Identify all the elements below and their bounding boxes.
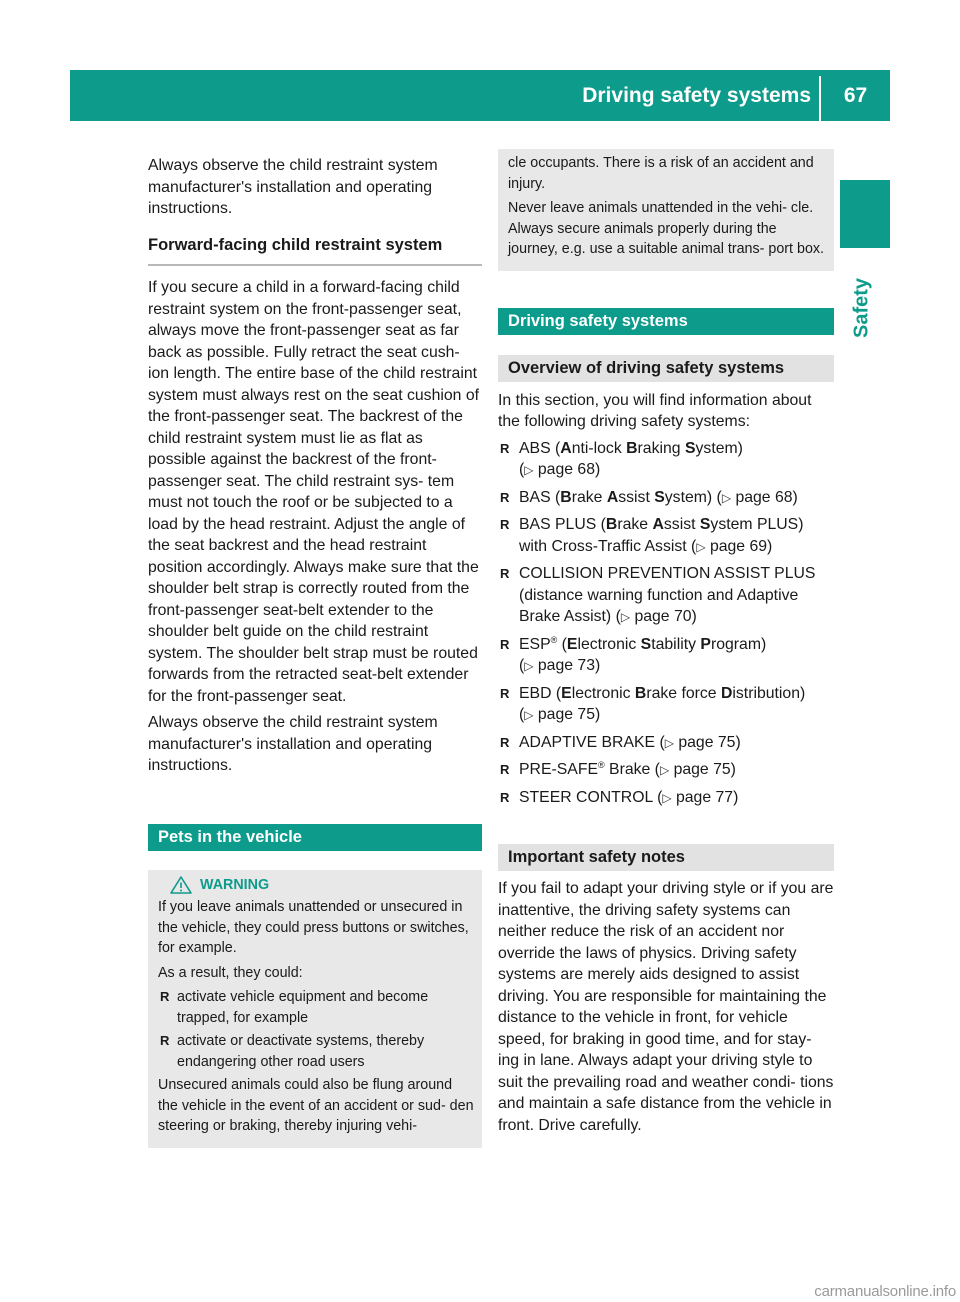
bullet-icon: R: [160, 1033, 170, 1048]
warning-paragraph: If you leave animals unattended or unsecured in the vehicle, they could press buttons or switches, for example.: [158, 899, 469, 956]
list-item-adaptive-brake: R ADAPTIVE BRAKE (▷ page 75): [498, 732, 834, 755]
page-ref-icon: ▷: [659, 763, 670, 777]
bullet-icon: R: [500, 789, 510, 805]
warning-continued-paragraph-2: Never leave animals unattended in the vehi- cle. Always secure animals properly during the journey, e.g. use a suitable animal trans- port box.: [508, 200, 825, 257]
page-header: [70, 70, 890, 121]
bullet-icon: R: [500, 566, 510, 581]
page-ref-icon: ▷: [524, 463, 534, 477]
right-column: [498, 155, 834, 1141]
page-ref-icon: ▷: [696, 539, 706, 554]
page-ref-icon: ▷: [721, 490, 732, 505]
bullet-icon: R: [160, 989, 170, 1004]
page-ref-link[interactable]: page 77): [675, 788, 739, 806]
bullet-icon: R: [500, 440, 510, 456]
page-ref-icon: ▷: [620, 610, 631, 624]
list-item-bas: R BAS (Brake Assist System) (▷ page 68): [498, 487, 834, 510]
page-ref-link[interactable]: page 68): [537, 461, 601, 478]
page-number: 67: [843, 84, 868, 107]
list-item-abs: R ABS (Anti-lock Braking System) (▷ page 68): [500, 439, 743, 478]
list-item-bas-plus: R BAS PLUS (Brake Assist System PLUS) with Cross-Traffic Assist (▷ page 69): [500, 516, 804, 555]
warning-paragraph-3: Unsecured animals could also be flung around the vehicle in the event of an accident or sud- den steering or braking, thereby injuring vehi-: [158, 1077, 474, 1134]
page-ref-icon: ▷: [662, 790, 672, 805]
bullet-icon: R: [500, 636, 510, 652]
list-item-steer-control: R STEER CONTROL (▷ page 77): [498, 787, 834, 810]
page-ref-link[interactable]: page 73): [537, 657, 601, 674]
list-item-ebd: R EBD (Electronic Brake force Distribution) (▷ page 75): [500, 684, 806, 723]
page-ref-link[interactable]: page 75): [678, 733, 741, 751]
driving-safety-section-heading: Driving safety systems: [498, 308, 834, 335]
list-item-pre-safe: R PRE-SAFE® Brake (▷ page 75): [498, 759, 834, 782]
warning-continued-paragraph: cle occupants. There is a risk of an accident and injury.: [508, 155, 814, 192]
page-ref-icon: ▷: [664, 735, 674, 750]
important-notes-paragraph: If you fail to adapt your driving style or if you are inattentive, the driving safety systems can neither reduce the risk of an accident nor override the laws of physics. Driving safety systems are merely aids designed to assist driving. You are responsible for maintaining the distance to the vehicle in front, for vehicle speed, for braking in good time, and for stay- ing in lane. Always adapt your driving style to suit the prevailing road and weather condi- tions and maintain a safe distance from the vehicle in front. Drive carefully.: [498, 880, 834, 1134]
important-notes-heading: Important safety notes: [498, 844, 834, 871]
section-tab-marker: [840, 180, 890, 248]
forward-facing-paragraph-2: Always observe the child restraint system manufacturer's installation and operating instructions.: [148, 714, 438, 774]
overview-heading: Overview of driving safety systems: [498, 355, 834, 382]
list-item: R activate or deactivate systems, thereby endangering other road users: [160, 1033, 425, 1070]
warning-title-text: WARNING: [200, 876, 270, 893]
bullet-icon: R: [500, 489, 510, 505]
list-item-esp: R ESP® (Electronic Stability Program) (▷ page 73): [500, 634, 767, 674]
list-item-collision-prevention: R COLLISION PREVENTION ASSIST PLUS (distance warning function and Adaptive Brake Assist) (▷ page 70): [500, 565, 816, 625]
bullet-icon: R: [500, 762, 510, 777]
systems-list: [498, 438, 834, 810]
warning-triangle-icon: [170, 876, 192, 894]
forward-facing-paragraph: If you secure a child in a forward-facing child restraint system on the front-passenger seat, always move the front-passenger seat as far back as possible. Fully retract the seat cush- ion length. The entire base of the child restraint system must always rest on the seat cushion of the front-passenger seat. The backrest of the child restraint system must lie as flat as possible against the backrest of the front-passenger seat. The child restraint sys- tem must not touch the roof or be subjected to a load by the head restraint. Adjust the angle of the seat backrest and the head restraint position accordingly. Always make sure that the shoulder belt strap is correctly routed from the front-passenger seat-belt extender to the shoulder belt guide on the child restraint system. The shoulder belt strap must be routed forwards from the retracted seat-belt extender for the front-passenger seat.: [148, 279, 480, 705]
list-item: R activate vehicle equipment and become trapped, for example: [160, 989, 429, 1026]
warning-box: [148, 870, 482, 1148]
overview-intro: In this section, you will find information about the following driving safety systems:: [498, 391, 812, 430]
page-ref-icon: ▷: [524, 659, 534, 673]
warning-title: [158, 875, 474, 896]
bullet-icon: R: [500, 517, 510, 532]
pets-section-heading: Pets in the vehicle: [148, 824, 482, 851]
warning-list: [158, 987, 474, 1072]
forward-facing-heading: Forward-facing child restraint system: [148, 235, 482, 267]
page-ref-icon: ▷: [524, 708, 534, 722]
page-ref-link[interactable]: page 69): [709, 537, 773, 555]
header-title: Driving safety systems: [582, 84, 811, 107]
left-column: [148, 155, 482, 1148]
page-ref-link[interactable]: page 75): [537, 706, 601, 723]
page-ref-link[interactable]: page 70): [634, 608, 697, 625]
bullet-icon: R: [500, 734, 510, 750]
page-ref-link[interactable]: page 75): [673, 761, 736, 778]
footer-watermark: carmanualsonline.info: [814, 1283, 956, 1300]
section-tab-label: Safety: [850, 277, 873, 339]
bullet-icon: R: [500, 685, 510, 701]
warning-paragraph-2: As a result, they could:: [158, 964, 303, 981]
intro-paragraph: Always observe the child restraint system manufacturer's installation and operating instructions.: [148, 157, 438, 217]
warning-box-continued: [498, 149, 834, 271]
page-ref-link[interactable]: page 68): [735, 488, 798, 506]
